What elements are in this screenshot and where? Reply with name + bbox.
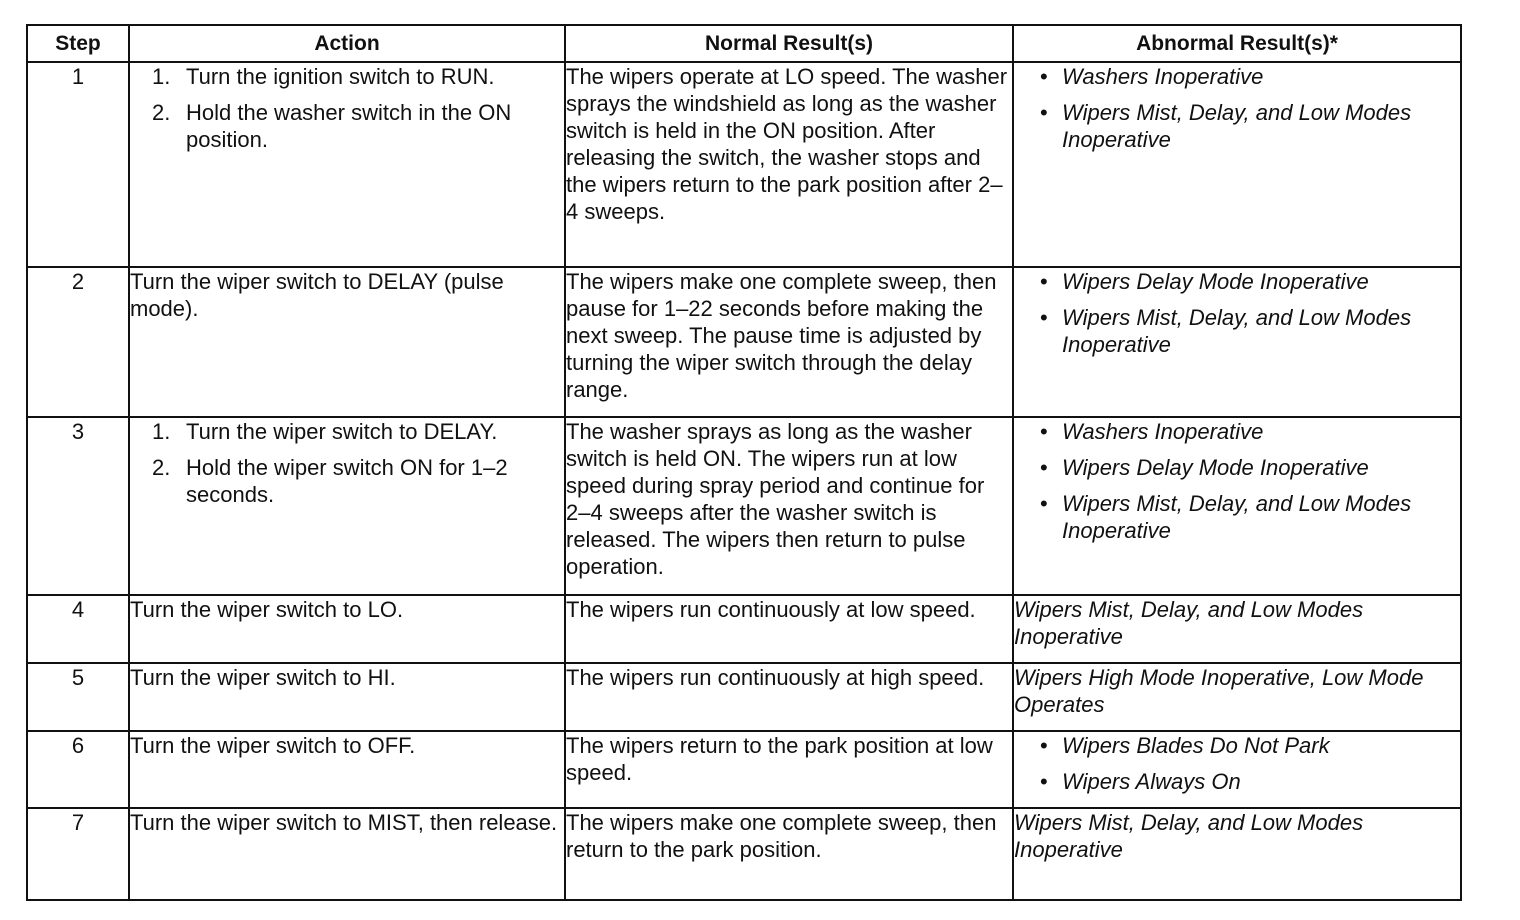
action-cell <box>129 663 565 731</box>
bullet-icon: • <box>1040 64 1048 89</box>
abnormal-list-item <box>1040 304 1460 358</box>
normal-result-cell <box>565 595 1013 663</box>
table-row <box>27 731 1461 808</box>
action-cell <box>129 417 565 595</box>
step-number: 4 <box>27 595 129 663</box>
abnormal-result-text: Wipers High Mode Inoperative, Low Mode Operates <box>1014 665 1424 717</box>
table-row <box>27 62 1461 267</box>
abnormal-list-item <box>1040 454 1460 481</box>
bullet-icon: • <box>1040 269 1048 294</box>
abnormal-bullet-list <box>1014 268 1460 358</box>
abnormal-list-item <box>1040 63 1460 90</box>
step-number: 6 <box>27 731 129 808</box>
normal-result-text: The wipers run continuously at high speed. <box>566 665 985 690</box>
abnormal-item-text: Washers Inoperative <box>1062 64 1264 89</box>
header-action: Action <box>129 25 565 62</box>
abnormal-list-item <box>1040 732 1460 759</box>
action-list-item: 1. Turn the wiper switch to DELAY. <box>152 419 498 444</box>
bullet-icon: • <box>1040 455 1048 480</box>
action-item-text: Hold the wiper switch ON for 1–2 seconds. <box>186 455 508 507</box>
action-text: Turn the wiper switch to OFF. <box>130 733 416 758</box>
action-text: Turn the wiper switch to DELAY (pulse mode). <box>130 269 504 321</box>
step-number: 1 <box>27 62 129 267</box>
action-list-item: 2. Hold the washer switch in the ON position. <box>152 100 512 152</box>
action-numbered-list <box>130 63 564 153</box>
normal-result-cell <box>565 267 1013 417</box>
normal-result-text: The wipers operate at LO speed. The washer sprays the windshield as long as the washer switch is held in the ON position. After releasing the switch, the washer stops and the wipers return to the park position after 2–4 sweeps. <box>566 64 1008 224</box>
abnormal-list-item <box>1040 768 1460 795</box>
abnormal-result-cell <box>1013 808 1461 900</box>
normal-result-cell <box>565 808 1013 900</box>
abnormal-item-text: Wipers Always On <box>1062 769 1241 794</box>
normal-result-text: The wipers make one complete sweep, then return to the park position. <box>566 810 997 862</box>
normal-result-text: The wipers run continuously at low speed. <box>566 597 976 622</box>
abnormal-result-cell <box>1013 267 1461 417</box>
normal-result-text: The wipers return to the park position at low speed. <box>566 733 993 785</box>
table-row <box>27 663 1461 731</box>
step-number: 5 <box>27 663 129 731</box>
abnormal-result-text: Wipers Mist, Delay, and Low Modes Inoperative <box>1014 597 1364 649</box>
abnormal-item-text: Wipers Mist, Delay, and Low Modes Inoperative <box>1062 491 1412 543</box>
abnormal-result-cell <box>1013 417 1461 595</box>
abnormal-result-cell <box>1013 62 1461 267</box>
normal-result-cell <box>565 663 1013 731</box>
abnormal-list-item <box>1040 418 1460 445</box>
abnormal-list-item <box>1040 99 1460 153</box>
action-text: Turn the wiper switch to HI. <box>130 665 396 690</box>
action-cell <box>129 595 565 663</box>
action-cell <box>129 62 565 267</box>
normal-result-cell <box>565 62 1013 267</box>
header-row <box>27 25 1461 62</box>
action-cell <box>129 731 565 808</box>
step-number: 2 <box>27 267 129 417</box>
action-item-text: Turn the wiper switch to DELAY. <box>186 419 498 444</box>
bullet-icon: • <box>1040 769 1048 794</box>
abnormal-result-cell <box>1013 595 1461 663</box>
table-body <box>27 62 1461 900</box>
bullet-icon: • <box>1040 100 1048 125</box>
normal-result-cell <box>565 417 1013 595</box>
abnormal-item-text: Wipers Mist, Delay, and Low Modes Inoperative <box>1062 305 1412 357</box>
abnormal-item-text: Wipers Delay Mode Inoperative <box>1062 455 1369 480</box>
bullet-icon: • <box>1040 491 1048 516</box>
table-row <box>27 595 1461 663</box>
action-item-text: Turn the ignition switch to RUN. <box>186 64 495 89</box>
header-abnormal-results: Abnormal Result(s)* <box>1013 25 1461 62</box>
abnormal-result-cell <box>1013 731 1461 808</box>
action-cell <box>129 267 565 417</box>
action-text: Turn the wiper switch to LO. <box>130 597 404 622</box>
action-list-item: 1. Turn the ignition switch to RUN. <box>152 64 495 89</box>
abnormal-bullet-list <box>1014 732 1460 795</box>
bullet-icon: • <box>1040 305 1048 330</box>
action-cell <box>129 808 565 900</box>
abnormal-bullet-list <box>1014 418 1460 544</box>
abnormal-item-text: Wipers Blades Do Not Park <box>1062 733 1330 758</box>
abnormal-list-item <box>1040 268 1460 295</box>
abnormal-item-text: Wipers Delay Mode Inoperative <box>1062 269 1369 294</box>
abnormal-result-text: Wipers Mist, Delay, and Low Modes Inoperative <box>1014 810 1364 862</box>
table-row <box>27 267 1461 417</box>
normal-result-text: The wipers make one complete sweep, then pause for 1–22 seconds before making the next sweep. The pause time is adjusted by turning the wiper switch through the delay range. <box>566 269 997 402</box>
bullet-icon: • <box>1040 733 1048 758</box>
header-step: Step <box>27 25 129 62</box>
header-normal-results: Normal Result(s) <box>565 25 1013 62</box>
abnormal-list-item <box>1040 490 1460 544</box>
normal-result-cell <box>565 731 1013 808</box>
table-row <box>27 417 1461 595</box>
step-number: 7 <box>27 808 129 900</box>
action-list-item: 2. Hold the wiper switch ON for 1–2 seconds. <box>152 455 508 507</box>
bullet-icon: • <box>1040 419 1048 444</box>
abnormal-item-text: Wipers Mist, Delay, and Low Modes Inoperative <box>1062 100 1412 152</box>
abnormal-bullet-list <box>1014 63 1460 153</box>
wiper-diagnostic-table <box>26 24 1462 901</box>
action-numbered-list <box>130 418 564 508</box>
action-text: Turn the wiper switch to MIST, then release. <box>130 810 558 835</box>
abnormal-item-text: Washers Inoperative <box>1062 419 1264 444</box>
action-item-text: Hold the washer switch in the ON position. <box>186 100 512 152</box>
step-number: 3 <box>27 417 129 595</box>
abnormal-result-cell <box>1013 663 1461 731</box>
normal-result-text: The washer sprays as long as the washer switch is held ON. The wipers run at low speed during spray period and continue for 2–4 sweeps after the washer switch is released. The wipers then return to pulse operation. <box>566 419 985 579</box>
table-row <box>27 808 1461 900</box>
